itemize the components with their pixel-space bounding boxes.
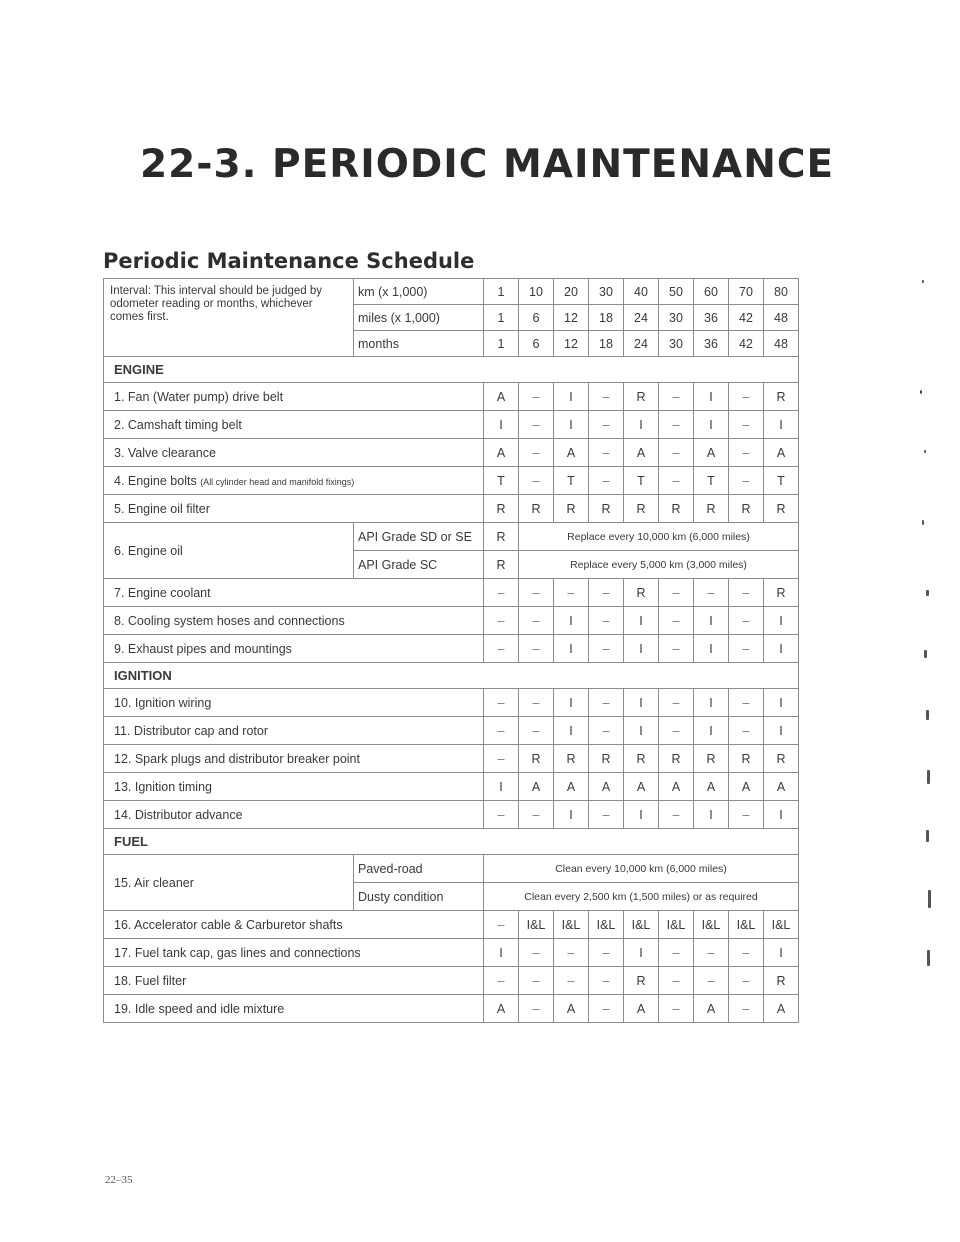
schedule-cell: R [554, 745, 589, 773]
schedule-row [104, 745, 799, 773]
schedule-cell: I&L [729, 911, 764, 939]
item-label-text: 19. Idle speed and idle mixture [114, 1001, 285, 1016]
schedule-cell: – [729, 439, 764, 467]
schedule-cell: – [694, 939, 729, 967]
interval-description: Interval: This interval should be judged by odometer reading or months, whichever comes first. [104, 279, 354, 357]
schedule-row [104, 607, 799, 635]
schedule-cell: A [554, 439, 589, 467]
interval-value: 42 [729, 305, 764, 331]
schedule-cell: A [519, 773, 554, 801]
schedule-cell: – [659, 635, 694, 663]
schedule-cell: I&L [694, 911, 729, 939]
item-exhaust-label [104, 635, 484, 663]
schedule-cell: R [484, 551, 519, 579]
schedule-cell: I [554, 411, 589, 439]
item-fan_belt-label [104, 383, 484, 411]
interval-value: 50 [659, 279, 694, 305]
schedule-cell: – [694, 579, 729, 607]
schedule-cell: I [554, 801, 589, 829]
schedule-cell: I&L [764, 911, 799, 939]
schedule-cell: – [519, 411, 554, 439]
schedule-row [104, 523, 799, 551]
schedule-cell: – [484, 635, 519, 663]
schedule-cell: R [519, 745, 554, 773]
item-valve_clearance-label [104, 439, 484, 467]
schedule-cell: – [589, 717, 624, 745]
air-cleaner-paved-label: Paved-road [354, 855, 484, 883]
schedule-cell: – [484, 745, 519, 773]
item-label-text: 16. Accelerator cable & Carburetor shafts [114, 917, 343, 932]
schedule-cell: – [519, 717, 554, 745]
schedule-row [104, 939, 799, 967]
schedule-cell: – [554, 579, 589, 607]
schedule-row [104, 689, 799, 717]
schedule-cell: R [764, 745, 799, 773]
schedule-cell: R [484, 523, 519, 551]
schedule-cell: – [659, 439, 694, 467]
schedule-cell: I [484, 411, 519, 439]
interval-value: 30 [589, 279, 624, 305]
schedule-cell: – [519, 607, 554, 635]
schedule-cell: – [519, 995, 554, 1023]
interval-value: 12 [554, 305, 589, 331]
schedule-cell: – [519, 967, 554, 995]
schedule-cell: – [484, 801, 519, 829]
schedule-cell: – [484, 607, 519, 635]
schedule-cell: – [589, 801, 624, 829]
schedule-cell: R [764, 579, 799, 607]
schedule-cell: I [764, 939, 799, 967]
schedule-cell: T [624, 467, 659, 495]
schedule-cell: I [624, 411, 659, 439]
interval-value: 48 [764, 305, 799, 331]
schedule-cell: A [764, 439, 799, 467]
category-ignition: IGNITION [104, 663, 799, 689]
schedule-cell: A [729, 773, 764, 801]
schedule-cell: T [484, 467, 519, 495]
schedule-row [104, 995, 799, 1023]
air-cleaner-dusty-label: Dusty condition [354, 883, 484, 911]
schedule-cell: A [484, 439, 519, 467]
schedule-row [104, 411, 799, 439]
schedule-cell: I [764, 635, 799, 663]
interval-value: 1 [484, 305, 519, 331]
schedule-cell: – [659, 579, 694, 607]
schedule-row [104, 773, 799, 801]
schedule-cell: I [484, 939, 519, 967]
schedule-cell: – [589, 383, 624, 411]
schedule-cell: R [694, 495, 729, 523]
schedule-cell: – [589, 635, 624, 663]
schedule-cell: I [694, 383, 729, 411]
schedule-cell: I [764, 607, 799, 635]
schedule-cell: I [624, 689, 659, 717]
category-row [104, 357, 799, 383]
item-distributor_cap-label [104, 717, 484, 745]
schedule-cell: – [589, 995, 624, 1023]
interval-value: 10 [519, 279, 554, 305]
schedule-cell: I&L [659, 911, 694, 939]
schedule-cell: I [554, 689, 589, 717]
interval-unit-label: miles (x 1,000) [354, 305, 484, 331]
item-fuel_tank-label [104, 939, 484, 967]
item-accelerator-label [104, 911, 484, 939]
schedule-cell: – [519, 579, 554, 607]
schedule-row [104, 439, 799, 467]
schedule-cell: A [554, 995, 589, 1023]
schedule-cell: – [729, 939, 764, 967]
schedule-cell: I [694, 607, 729, 635]
schedule-cell: – [589, 411, 624, 439]
schedule-cell: R [624, 745, 659, 773]
item-camshaft_belt-label [104, 411, 484, 439]
oil-grade-sc-label: API Grade SC [354, 551, 484, 579]
schedule-cell: – [589, 967, 624, 995]
interval-unit-label: months [354, 331, 484, 357]
schedule-cell: I&L [624, 911, 659, 939]
interval-value: 30 [659, 331, 694, 357]
schedule-cell: – [589, 607, 624, 635]
schedule-cell: I [694, 801, 729, 829]
schedule-cell: – [729, 467, 764, 495]
schedule-cell: – [589, 579, 624, 607]
interval-unit-label: km (x 1,000) [354, 279, 484, 305]
item-label-text: 14. Distributor advance [114, 807, 243, 822]
schedule-cell: – [484, 967, 519, 995]
schedule-cell: – [729, 411, 764, 439]
schedule-cell: – [519, 467, 554, 495]
schedule-row [104, 717, 799, 745]
interval-value: 60 [694, 279, 729, 305]
interval-value: 48 [764, 331, 799, 357]
interval-value: 6 [519, 305, 554, 331]
interval-value: 24 [624, 305, 659, 331]
schedule-row [104, 383, 799, 411]
schedule-cell: – [484, 717, 519, 745]
item-engine_bolts-label [104, 467, 484, 495]
item-oil_filter-label [104, 495, 484, 523]
schedule-row [104, 801, 799, 829]
schedule-cell: T [694, 467, 729, 495]
schedule-cell: – [519, 689, 554, 717]
schedule-cell: – [659, 411, 694, 439]
schedule-cell: – [484, 911, 519, 939]
schedule-cell: A [694, 773, 729, 801]
oil-grade-sd-label: API Grade SD or SE [354, 523, 484, 551]
schedule-cell: A [484, 383, 519, 411]
schedule-cell: R [764, 495, 799, 523]
schedule-cell: I [764, 689, 799, 717]
schedule-cell: R [764, 967, 799, 995]
item-label-text: 3. Valve clearance [114, 445, 216, 460]
schedule-cell: – [694, 967, 729, 995]
schedule-cell: R [554, 495, 589, 523]
schedule-cell: – [554, 967, 589, 995]
schedule-cell: – [729, 579, 764, 607]
schedule-cell: I [694, 689, 729, 717]
schedule-cell: R [484, 495, 519, 523]
schedule-cell: A [624, 439, 659, 467]
maintenance-schedule-table [103, 278, 799, 1023]
interval-value: 1 [484, 279, 519, 305]
category-fuel: FUEL [104, 829, 799, 855]
category-engine: ENGINE [104, 357, 799, 383]
schedule-cell: A [694, 995, 729, 1023]
item-label-text: 1. Fan (Water pump) drive belt [114, 389, 284, 404]
schedule-cell: – [659, 967, 694, 995]
schedule-cell: A [484, 995, 519, 1023]
air-cleaner-dusty-note: Clean every 2,500 km (1,500 miles) or as required [484, 883, 799, 911]
schedule-cell: R [624, 967, 659, 995]
schedule-row [104, 579, 799, 607]
schedule-row [104, 467, 799, 495]
schedule-cell: – [659, 717, 694, 745]
schedule-cell: I [554, 717, 589, 745]
schedule-cell: R [519, 495, 554, 523]
schedule-cell: A [764, 773, 799, 801]
schedule-cell: I [554, 607, 589, 635]
schedule-cell: A [624, 773, 659, 801]
item-distributor_advance-label [104, 801, 484, 829]
interval-value: 20 [554, 279, 589, 305]
schedule-subtitle: Periodic Maintenance Schedule [103, 249, 475, 273]
schedule-cell: – [659, 467, 694, 495]
item-label-text: 17. Fuel tank cap, gas lines and connections [114, 945, 361, 960]
item-spark_plugs-label [104, 745, 484, 773]
schedule-cell: R [624, 579, 659, 607]
category-row [104, 829, 799, 855]
page-number: 22–35 [105, 1174, 133, 1186]
item-label-text: 9. Exhaust pipes and mountings [114, 641, 292, 656]
schedule-cell: – [659, 607, 694, 635]
item-label-text: 5. Engine oil filter [114, 501, 210, 516]
interval-value: 36 [694, 331, 729, 357]
item-coolant-label [104, 579, 484, 607]
schedule-row [104, 855, 799, 883]
interval-value: 18 [589, 331, 624, 357]
schedule-cell: – [659, 995, 694, 1023]
schedule-cell: – [519, 439, 554, 467]
interval-value: 1 [484, 331, 519, 357]
schedule-cell: A [589, 773, 624, 801]
schedule-cell: I [764, 717, 799, 745]
schedule-cell: – [729, 607, 764, 635]
schedule-cell: I [484, 773, 519, 801]
interval-value: 6 [519, 331, 554, 357]
air-cleaner-paved-note: Clean every 10,000 km (6,000 miles) [484, 855, 799, 883]
item-label-text: 12. Spark plugs and distributor breaker point [114, 751, 360, 766]
schedule-cell: – [729, 689, 764, 717]
item-engine-oil-label: 6. Engine oil [104, 523, 354, 579]
schedule-cell: – [589, 467, 624, 495]
schedule-row [104, 635, 799, 663]
item-ignition_timing-label [104, 773, 484, 801]
interval-value: 70 [729, 279, 764, 305]
schedule-cell: – [589, 439, 624, 467]
schedule-cell: – [519, 801, 554, 829]
oil-grade-sc-note: Replace every 5,000 km (3,000 miles) [519, 551, 799, 579]
schedule-cell: – [729, 995, 764, 1023]
schedule-cell: – [484, 689, 519, 717]
schedule-cell: R [729, 495, 764, 523]
schedule-row [104, 911, 799, 939]
schedule-cell: – [729, 635, 764, 663]
schedule-cell: A [624, 995, 659, 1023]
schedule-cell: A [659, 773, 694, 801]
section-title: 22-3. PERIODIC MAINTENANCE [140, 142, 835, 187]
interval-value: 80 [764, 279, 799, 305]
schedule-cell: – [659, 383, 694, 411]
schedule-cell: R [694, 745, 729, 773]
schedule-cell: R [589, 495, 624, 523]
interval-value: 42 [729, 331, 764, 357]
scan-edge-marks [902, 270, 932, 970]
schedule-cell: I [624, 635, 659, 663]
schedule-cell: – [729, 967, 764, 995]
schedule-cell: I&L [519, 911, 554, 939]
item-label-text: 2. Camshaft timing belt [114, 417, 242, 432]
interval-row [104, 279, 799, 305]
schedule-cell: I [694, 635, 729, 663]
schedule-cell: I [624, 607, 659, 635]
interval-value: 18 [589, 305, 624, 331]
schedule-cell: A [554, 773, 589, 801]
schedule-cell: A [764, 995, 799, 1023]
schedule-cell: R [659, 495, 694, 523]
schedule-cell: I&L [589, 911, 624, 939]
schedule-cell: I [764, 411, 799, 439]
schedule-cell: I [764, 801, 799, 829]
schedule-cell: A [694, 439, 729, 467]
item-label-text: 11. Distributor cap and rotor [114, 723, 269, 738]
schedule-cell: R [624, 383, 659, 411]
schedule-cell: – [659, 939, 694, 967]
schedule-cell: – [729, 717, 764, 745]
item-label-text: 18. Fuel filter [114, 973, 187, 988]
schedule-cell: – [729, 383, 764, 411]
schedule-cell: I [694, 717, 729, 745]
schedule-cell: I [694, 411, 729, 439]
schedule-cell: I [554, 635, 589, 663]
schedule-cell: T [554, 467, 589, 495]
item-label-text: 7. Engine coolant [114, 585, 211, 600]
schedule-cell: – [519, 939, 554, 967]
item-idle_speed-label [104, 995, 484, 1023]
item-label-text: 8. Cooling system hoses and connections [114, 613, 345, 628]
item-air-cleaner-label: 15. Air cleaner [104, 855, 354, 911]
schedule-cell: – [659, 689, 694, 717]
item-fuel_filter-label [104, 967, 484, 995]
schedule-cell: – [729, 801, 764, 829]
schedule-cell: R [589, 745, 624, 773]
category-row [104, 663, 799, 689]
schedule-cell: – [589, 689, 624, 717]
schedule-cell: T [764, 467, 799, 495]
interval-value: 24 [624, 331, 659, 357]
interval-value: 12 [554, 331, 589, 357]
schedule-row [104, 967, 799, 995]
interval-value: 36 [694, 305, 729, 331]
schedule-cell: I&L [554, 911, 589, 939]
schedule-cell: – [519, 383, 554, 411]
schedule-cell: R [764, 383, 799, 411]
schedule-cell: – [659, 801, 694, 829]
schedule-cell: R [624, 495, 659, 523]
item-cooling_hoses-label [104, 607, 484, 635]
schedule-cell: I [554, 383, 589, 411]
item-note: (All cylinder head and manifold fixings) [200, 476, 355, 487]
schedule-cell: – [589, 939, 624, 967]
schedule-cell: I [624, 939, 659, 967]
item-label-text: 10. Ignition wiring [114, 695, 212, 710]
item-label-text: 4. Engine bolts [114, 473, 197, 488]
schedule-cell: – [484, 579, 519, 607]
schedule-cell: – [519, 635, 554, 663]
interval-value: 40 [624, 279, 659, 305]
item-label-text: 13. Ignition timing [114, 779, 212, 794]
interval-value: 30 [659, 305, 694, 331]
schedule-cell: I [624, 717, 659, 745]
oil-grade-sd-note: Replace every 10,000 km (6,000 miles) [519, 523, 799, 551]
item-ignition_wiring-label [104, 689, 484, 717]
schedule-row [104, 495, 799, 523]
schedule-cell: R [659, 745, 694, 773]
schedule-cell: – [554, 939, 589, 967]
schedule-cell: R [729, 745, 764, 773]
schedule-cell: I [624, 801, 659, 829]
